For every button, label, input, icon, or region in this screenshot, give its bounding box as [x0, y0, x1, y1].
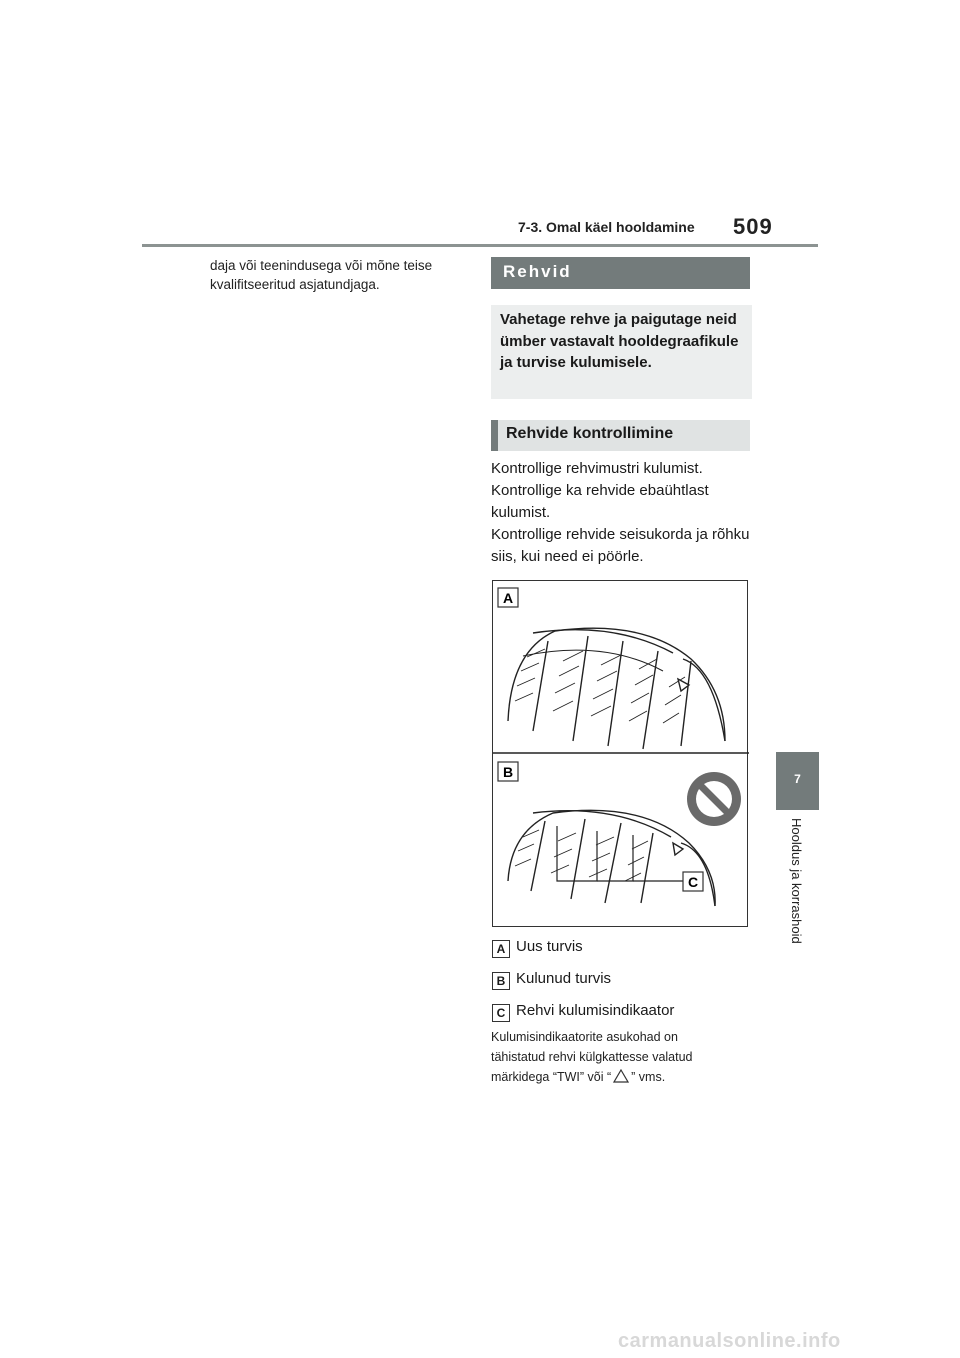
prohibition-icon	[687, 772, 741, 826]
rehvid-heading: Rehvid	[503, 262, 572, 281]
tire-illustration	[493, 581, 749, 928]
chapter-tab	[776, 752, 819, 810]
intro-box	[491, 305, 752, 399]
legend-badge-c: C	[492, 1004, 510, 1022]
paragraph: Kontrollige rehvimustri kulumist.	[491, 460, 703, 477]
figure-label-c: C	[687, 874, 699, 890]
legend-item	[492, 1002, 674, 1022]
triangle-mark-icon	[613, 1069, 629, 1083]
left-column-text: daja või teenindusega või mõne teise kvalifitseeritud asjatundjaga.	[210, 258, 433, 292]
legend-text: Uus turvis	[516, 938, 583, 955]
legend-item	[492, 970, 611, 990]
paragraph: Kontrollige ka rehvide ebaühtlast kulumist.	[491, 482, 709, 521]
note-text: märkidega “TWI” või “	[491, 1070, 612, 1084]
legend-item	[492, 938, 583, 958]
legend-badge-b: B	[492, 972, 510, 990]
check-heading: Rehvide kontrollimine	[506, 425, 674, 442]
paragraph: Kontrollige rehvide seisukorda ja rõhku siis, kui need ei pöörle.	[491, 526, 750, 565]
note-line-3	[491, 1067, 753, 1087]
section-title: 7-3. Omal käel hooldamine	[518, 219, 695, 235]
watermark: carmanualsonline.info	[618, 1330, 841, 1352]
rehvid-heading-band	[491, 257, 750, 289]
check-heading-band	[491, 420, 750, 451]
note-line: tähistatud rehvi külgkattesse valatud	[491, 1050, 693, 1064]
tire-tread-figure	[492, 580, 748, 927]
worn-tread-tire	[508, 810, 715, 906]
note-text: ” vms.	[631, 1070, 666, 1084]
legend-text: Kulunud turvis	[516, 970, 612, 987]
chapter-number: 7	[794, 772, 801, 786]
legend-text: Rehvi kulumisindikaator	[516, 1002, 675, 1019]
intro-text: Vahetage rehve ja paigutage neid ümber vastavalt hooldegraafikule ja turvise kulumisele.	[500, 311, 739, 371]
new-tread-tire	[508, 628, 725, 749]
check-body	[491, 458, 753, 568]
note-line: Kulumisindikaatorite asukohad on	[491, 1030, 678, 1044]
wear-indicator-note	[491, 1027, 753, 1087]
chapter-label: Hooldus ja korrashoid	[789, 818, 804, 944]
chapter-label-vertical	[787, 818, 809, 978]
figure-label-a: A	[502, 590, 514, 606]
heading-accent-bar	[491, 420, 498, 451]
header-divider	[142, 244, 818, 247]
page-number: 509	[733, 214, 773, 239]
legend-badge-a: A	[492, 940, 510, 958]
figure-label-b: B	[502, 764, 514, 780]
